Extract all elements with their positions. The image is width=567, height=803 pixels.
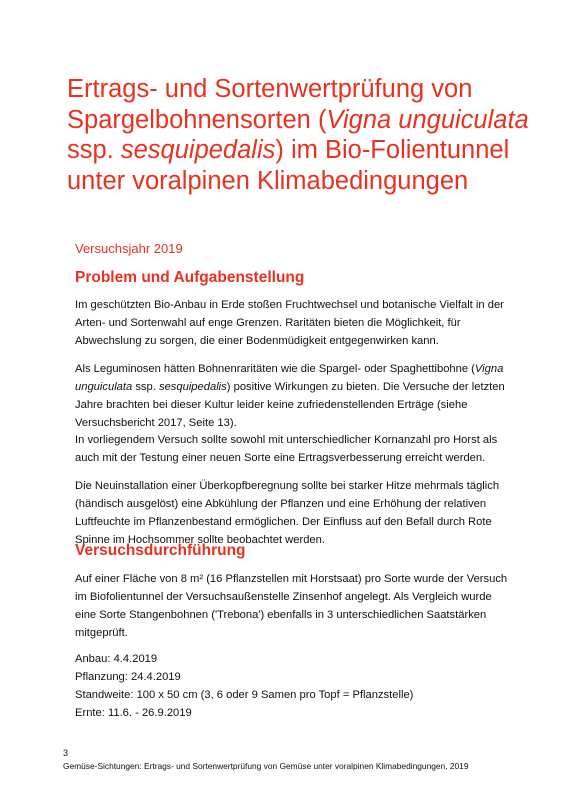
detail-sowing: Anbau: 4.4.2019 [75,653,158,665]
paragraph-procedure-1: Auf einer Fläche von 8 m² (16 Pflanzstellen mit Horstsaat) pro Sorte wurde der Versuch im Biofolientunnel der Versuchsaußenstelle Zinsenhof angelegt. Als Vergleich wurde eine Sorte Stangenbohnen ('Trebona') ebenfalls in 3 unterschiedlichen Saatstärken mitgeprüft. [75,573,508,639]
title-italic-1: Vigna unguiculata [326,105,529,134]
title-part-2: ssp. [67,136,121,164]
title-italic-2: sesquipedalis [120,136,276,164]
detail-planting: Pflanzung: 24.4.2019 [75,671,181,683]
detail-harvest: Ernte: 11.6. - 26.9.2019 [75,707,192,719]
procedure-details [75,650,515,722]
document-title [67,74,537,196]
paragraph-problem-1: Im geschützten Bio-Anbau in Erde stoßen Fruchtwechsel und botanische Vielfalt in der Arten- und Sortenwahl auf enge Grenzen. Raritäten bieten die Möglichkeit, für Abwechslung zu sorgen, die einer Bodenmüdigkeit entgegenwirken kann. [75,299,504,347]
paragraph-problem-2-text-b: ssp. [132,381,159,393]
page-number: 3 [63,748,69,758]
title-part-1: Ertrags- und Sortenwertprüfung von Spargelbohnensorten ( [67,75,473,134]
section-heading-problem: Problem und Aufgabenstellung [75,269,305,286]
paragraph-problem-2-text-c: ) positive Wirkungen zu bieten. Die Versuche der letzten Jahre brachten bei dieser Kultur leider keine zufriedenstellenden Erträge (siehe Versuchsbericht 2017, Seite 13). [75,381,505,429]
paragraph-problem-2-italic-2: sesquipedalis [158,381,227,393]
detail-spacing: Standweite: 100 x 50 cm (3, 6 oder 9 Samen pro Topf = Pflanzstelle) [75,689,414,701]
title-part-3: ) im Bio-Folientunnel unter voralpinen Klimabedingungen [67,136,510,195]
footer-text: Gemüse-Sichtungen: Ertrags- und Sortenwertprüfung von Gemüse unter voralpinen Klimabedingungen, 2019 [63,761,469,771]
section-heading-procedure: Versuchsdurchführung [75,542,246,559]
paragraph-problem-3: In vorliegendem Versuch sollte sowohl mit unterschiedlicher Kornanzahl pro Horst als auch mit der Testung einer neuen Sorte eine Ertragsverbesserung erreicht werden. [75,434,498,464]
paragraph-problem-4: Die Neuinstallation einer Überkopfberegnung sollte bei starker Hitze mehrmals täglich (händisch ausgelöst) eine Abkühlung der Pflanzen und eine Erhöhung der relativen Luftfeuchte im Pflanzenbestand ermöglichen. Der Einfluss auf den Befall durch Rote Spinne im Hochsommer sollte beobachtet werden. [75,480,500,546]
paragraph-problem-2-italic-1: Vigna unguiculata [75,363,504,393]
paragraph-problem-2-text-a: Als Leguminosen hätten Bohnenraritäten wie die Spargel- oder Spaghettibohne ( [75,363,475,375]
year-label: Versuchsjahr 2019 [75,241,183,256]
paragraph-problem-2 [75,360,515,432]
